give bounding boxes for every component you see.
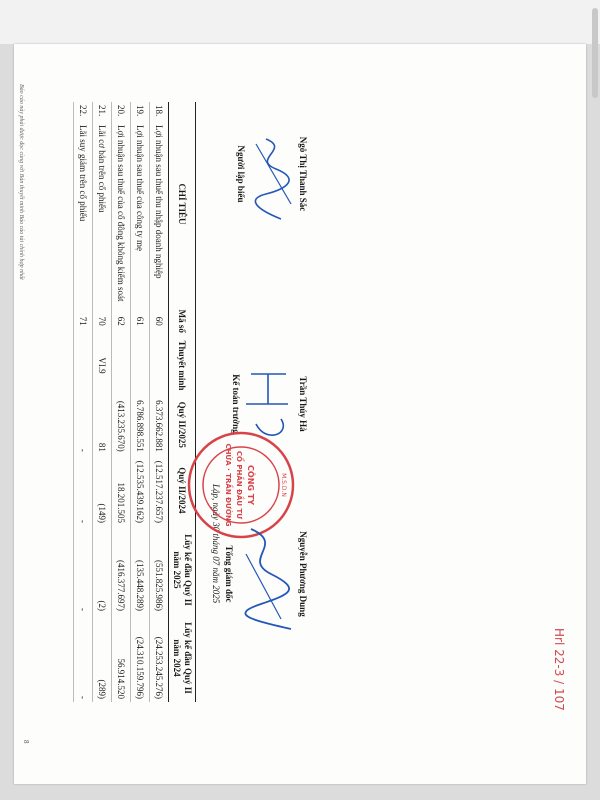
cell-lk-2024: (24.310.159.796) [131,614,150,702]
row-code: 61 [131,306,150,336]
cell-lk-2024: (289) [93,614,112,702]
scrollbar[interactable] [592,8,598,98]
accountant-signature-icon [241,364,296,454]
row-label: Lãi suy giảm trên cổ phiếu [74,122,93,306]
row-index: 18. [150,102,169,122]
footer-note: Báo cáo này phải được đọc cùng với Bản thuyết minh Báo cáo tài chính hợp nhất [18,84,24,280]
cell-q2-2025: - [74,395,93,455]
preparer-title: Người lập biểu [236,145,246,203]
page-number: 8 [22,740,30,744]
row-note [112,336,131,394]
table-header-row [169,102,196,702]
row-index: 19. [131,102,150,122]
header-q2-2024: Quý II/2024 [169,455,196,526]
accountant-title: Kế toán trưởng [231,374,241,434]
row-code: 71 [74,306,93,336]
cell-lk-2025: (135.448.289) [131,526,150,614]
row-note [131,336,150,394]
row-label: Lợi nhuận sau thuế của công ty mẹ [131,122,150,306]
director-signature-icon [236,524,296,634]
row-label: Lợi nhuận sau thuế của cổ đông không kiểm soát [112,122,131,306]
cell-lk-2024: - [74,614,93,702]
viewer-top-strip [0,0,600,44]
svg-text:CÔNG TY: CÔNG TY [246,465,255,505]
cell-lk-2025: (2) [93,526,112,614]
row-index: 20. [112,102,131,122]
svg-text:CHỨA · TRẦN ĐƯỜNG: CHỨA · TRẦN ĐƯỜNG [224,443,232,527]
cell-lk-2024: 56.914.520 [112,614,131,702]
cell-lk-2025: - [74,526,93,614]
director-title: Tổng giám đốc [224,545,234,603]
row-note [74,336,93,394]
cell-lk-2025: (416.377.697) [112,526,131,614]
header-lk-2024: Lũy kế đầu Quý II năm 2024 [169,614,196,702]
handwritten-note: Hrl 22-3 / 107 [552,628,566,711]
director-name: Nguyễn Phương Dung [298,531,308,617]
preparer-signature-icon [246,134,296,224]
cell-q2-2025: 81 [93,395,112,455]
table-row [150,102,169,702]
rotated-content [14,44,586,784]
header-lk-2025: Lũy kế đầu Quý II năm 2025 [169,526,196,614]
row-index: 22. [74,102,93,122]
document-page [14,44,586,784]
row-code: 62 [112,306,131,336]
row-note: VI.9 [93,336,112,394]
header-q2-2025: Quý II/2025 [169,395,196,455]
header-chi-tieu: CHỈ TIÊU [169,102,196,306]
row-code: 60 [150,306,169,336]
cell-q2-2024: (149) [93,455,112,526]
table-row [74,102,93,702]
row-index: 21. [93,102,112,122]
cell-lk-2024: (24.253.245.276) [150,614,169,702]
cell-lk-2025: (551.825.986) [150,526,169,614]
row-label: Lãi cơ bản trên cổ phiếu [93,122,112,306]
row-note [150,336,169,394]
svg-text:CỔ PHẦN ĐẦU TƯ: CỔ PHẦN ĐẦU TƯ [235,450,243,520]
table-row [112,102,131,702]
cell-q2-2024: - [74,455,93,526]
cell-q2-2025: 6.373.662.881 [150,395,169,455]
header-ma-so: Mã số [169,306,196,336]
svg-text:M.S.D.N: M.S.D.N [280,473,287,497]
cell-q2-2025: 6.786.898.551 [131,395,150,455]
accountant-name: Trần Thúy Hà [298,376,308,432]
table-row [131,102,150,702]
table-row [93,102,112,702]
row-label: Lợi nhuận sau thuế thu nhập doanh nghiệp [150,122,169,306]
cell-q2-2024: (12.535.439.162) [131,455,150,526]
cell-q2-2024: 18.201.505 [112,455,131,526]
row-code: 70 [93,306,112,336]
income-statement-table [73,102,196,702]
cell-q2-2025: (413.235.670) [112,395,131,455]
report-date: Lập, ngày 30 tháng 07 năm 2025 [211,484,221,604]
header-thuyet-minh: Thuyết minh [169,336,196,394]
cell-q2-2024: (12.517.237.657) [150,455,169,526]
preparer-name: Ngô Thị Thanh Sắc [298,136,308,212]
